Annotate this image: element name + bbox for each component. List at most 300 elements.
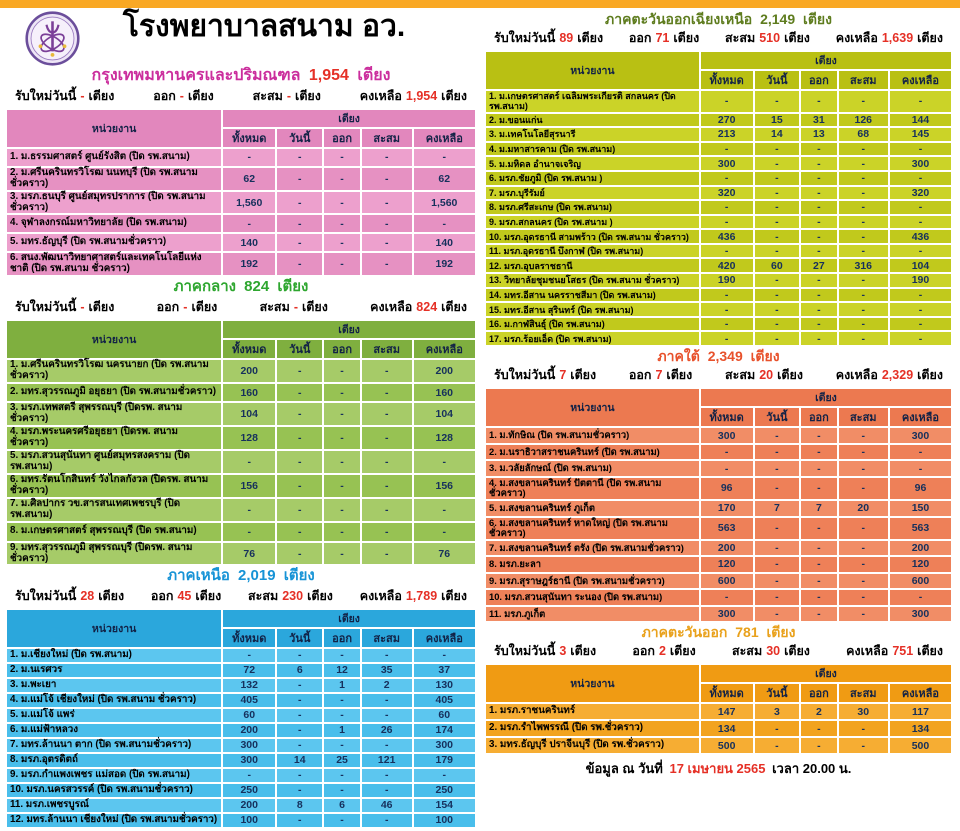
stat-out: ออก - เตียง <box>153 88 214 103</box>
bed-value-cell: - <box>323 708 361 723</box>
bed-value-cell: - <box>222 768 276 783</box>
bed-value-cell: 563 <box>889 517 952 540</box>
bed-value-cell: - <box>413 648 476 663</box>
table-header <box>485 388 952 427</box>
section-total-beds: 1,954 <box>308 67 349 84</box>
bed-value-cell: - <box>800 477 837 500</box>
left-column <box>0 8 480 831</box>
page-title: โรงพยาบาลสนาม อว. <box>122 10 406 43</box>
bed-value-cell: - <box>700 589 754 606</box>
unit-name-cell: 1. ม.ทักษิณ (ปิด รพ.สนามชั่วคราว) <box>485 427 700 444</box>
bed-value-cell: - <box>413 768 476 783</box>
unit-name-cell: 7. ม.ศิลปากร วข.สารสนเทศเพชรบุรี (ปิด รพ.สนาม) <box>6 498 222 522</box>
bed-value-cell: - <box>838 215 889 230</box>
bed-value-cell: - <box>754 427 801 444</box>
unit-name-cell: 3. ม.พะเยา <box>6 678 222 693</box>
stat-remain: คงเหลือ 1,639 เตียง <box>835 31 943 46</box>
bed-value-cell: - <box>361 708 413 723</box>
bed-value-cell: - <box>838 540 889 557</box>
table-row <box>6 648 476 663</box>
bed-value-cell: 300 <box>700 606 754 623</box>
bed-value-cell: - <box>838 142 889 157</box>
bed-value-cell: 150 <box>889 500 952 517</box>
bed-value-cell: - <box>276 693 323 708</box>
bed-value-cell: - <box>276 214 323 233</box>
bed-value-cell: 6 <box>276 663 323 678</box>
bed-value-cell: 1 <box>323 723 361 738</box>
bed-value-cell: - <box>754 477 801 500</box>
table-row <box>485 258 952 273</box>
table-row <box>6 252 476 276</box>
table-row <box>485 215 952 230</box>
table-row <box>485 288 952 303</box>
bed-value-cell: 46 <box>361 798 413 813</box>
stat-remain: คงเหลือ 824 เตียง <box>370 299 467 314</box>
unit-column-header: หน่วยงาน <box>485 51 700 90</box>
table-row <box>485 444 952 461</box>
bed-value-cell: - <box>800 460 837 477</box>
table-row <box>6 723 476 738</box>
stat-new: รับใหม่วันนี้ - เตียง <box>15 88 115 103</box>
table-row <box>6 498 476 522</box>
bed-value-cell: - <box>754 517 801 540</box>
stat-remain: คงเหลือ 2,329 เตียง <box>835 368 943 383</box>
stats-line-south <box>484 365 953 385</box>
col-remain: คงเหลือ <box>889 407 952 427</box>
unit-name-cell: 13. วิทยาลัยชุมชนยโสธร (ปิด รพ.สนาม ชั่วคราว) <box>485 273 700 288</box>
bed-value-cell: 1,560 <box>222 191 276 215</box>
bed-value-cell: 27 <box>800 258 837 273</box>
stat-remain: คงเหลือ 1,954 เตียง <box>359 88 467 103</box>
unit-name-cell: 1. มรภ.ราชนครินทร์ <box>485 703 700 720</box>
bed-value-cell: 37 <box>413 663 476 678</box>
footer-prefix: ข้อมูล ณ วันที่ <box>585 761 663 777</box>
bangkok-table <box>5 108 477 278</box>
bed-value-cell: - <box>700 215 754 230</box>
bed-value-cell: - <box>361 693 413 708</box>
table-row <box>485 127 952 142</box>
table-row <box>485 589 952 606</box>
unit-name-cell: 1. ม.ธรรมศาสตร์ ศูนย์รังสิต (ปิด รพ.สนาม) <box>6 148 222 167</box>
stat-new: รับใหม่วันนี้ 28 เตียง <box>15 588 125 603</box>
stat-out: ออก 7 เตียง <box>628 368 693 383</box>
bed-value-cell: - <box>276 738 323 753</box>
bed-value-cell: - <box>838 427 889 444</box>
bed-value-cell: - <box>222 522 276 542</box>
bed-value-cell: - <box>700 142 754 157</box>
bed-value-cell: - <box>800 288 837 303</box>
bed-value-cell: - <box>800 517 837 540</box>
bed-value-cell: 12 <box>323 663 361 678</box>
bed-value-cell: - <box>889 460 952 477</box>
table-row <box>485 113 952 128</box>
stats-line-east <box>484 641 953 661</box>
bed-value-cell: 68 <box>838 127 889 142</box>
beds-group-header: เตียง <box>222 109 476 128</box>
bed-value-cell: - <box>889 200 952 215</box>
stat-cum: สะสม 20 เตียง <box>725 368 803 383</box>
table-row <box>6 233 476 252</box>
bed-value-cell: 250 <box>222 783 276 798</box>
bed-value-cell: 200 <box>413 359 476 383</box>
table-row <box>485 171 952 186</box>
bed-value-cell: 200 <box>222 359 276 383</box>
bed-value-cell: 2 <box>361 678 413 693</box>
bed-value-cell: 128 <box>413 426 476 450</box>
section-title-text: ภาคเหนือ <box>167 567 230 585</box>
unit-name-cell: 10. มรภ.สวนสุนันทา ระนอง (ปิด รพ.สนาม) <box>485 589 700 606</box>
unit-name-cell: 5. ม.มหิดล อำนาจเจริญ <box>485 156 700 171</box>
stat-cum: สะสม 30 เตียง <box>731 644 810 659</box>
south-table <box>484 387 953 623</box>
bed-value-cell: - <box>222 450 276 474</box>
col-remain: คงเหลือ <box>889 70 952 90</box>
table-row <box>485 186 952 201</box>
bed-value-cell: - <box>276 678 323 693</box>
footer-time-label: เวลา <box>772 761 800 777</box>
bed-value-cell: - <box>800 540 837 557</box>
unit-name-cell: 6. มทร.รัตนโกสินทร์ วังไกลกังวล (ปิดรพ. สนาม ชั่วคราว) <box>6 474 222 498</box>
col-cum: สะสม <box>838 70 889 90</box>
bed-value-cell: - <box>361 426 413 450</box>
bed-value-cell: 100 <box>413 813 476 828</box>
unit-name-cell: 3. ม.วลัยลักษณ์ (ปิด รพ.สนาม) <box>485 460 700 477</box>
bed-value-cell: 300 <box>700 156 754 171</box>
stat-out: ออก - เตียง <box>156 299 218 314</box>
bed-value-cell: - <box>276 383 323 403</box>
bed-value-cell: - <box>361 167 413 191</box>
bed-value-cell: 126 <box>838 113 889 128</box>
stat-cum: สะสม 510 เตียง <box>725 31 810 46</box>
unit-name-cell: 8. ม.เกษตรศาสตร์ สุพรรณบุรี (ปิด รพ.สนาม) <box>6 522 222 542</box>
bed-value-cell: - <box>889 589 952 606</box>
section-title-bangkok <box>5 67 477 85</box>
bed-value-cell: - <box>889 444 952 461</box>
bed-value-cell: - <box>323 402 361 426</box>
table-row <box>6 167 476 191</box>
bed-value-cell: - <box>800 589 837 606</box>
bed-value-cell: 6 <box>323 798 361 813</box>
unit-name-cell: 1. ม.เกษตรศาสตร์ เฉลิมพระเกียรติ สกลนคร (ปิด รพ.สนาม) <box>485 90 700 112</box>
table-row <box>6 522 476 542</box>
unit-name-cell: 3. ม.เทคโนโลยีสุรนารี <box>485 127 700 142</box>
unit-name-cell: 6. สนง.พัฒนาวิทยาศาสตร์และเทคโนโลยีแห่งชาติ (ปิด รพ.สนาม ชั่วคราว) <box>6 252 222 276</box>
col-today: วันนี้ <box>276 128 323 148</box>
table-row <box>485 427 952 444</box>
bed-value-cell: - <box>323 542 361 566</box>
bed-value-cell: - <box>838 200 889 215</box>
bed-value-cell: 130 <box>413 678 476 693</box>
beds-group-header: เตียง <box>222 609 476 628</box>
unit-name-cell: 12. มทร.ล้านนา เชียงใหม่ (ปิด รพ.สนามชั่วคราว) <box>6 813 222 828</box>
bed-value-cell: - <box>361 233 413 252</box>
bed-value-cell: - <box>276 723 323 738</box>
bed-value-cell: - <box>889 171 952 186</box>
unit-name-cell: 11. มรภ.อุดรธานี บึงกาฬ (ปิด รพ.สนาม) <box>485 244 700 259</box>
section-total-beds: 2,019 <box>238 567 276 585</box>
bed-value-cell: 96 <box>700 477 754 500</box>
bed-value-cell: - <box>800 720 837 737</box>
stat-new: รับใหม่วันนี้ - เตียง <box>15 299 115 314</box>
bed-value-cell: - <box>700 90 754 112</box>
beds-group-header: เตียง <box>222 320 476 339</box>
bed-value-cell: - <box>800 90 837 112</box>
bed-value-cell: - <box>838 186 889 201</box>
bed-value-cell: 600 <box>889 573 952 590</box>
section-total-beds: 2,149 <box>760 11 796 27</box>
stat-remain: คงเหลือ 751 เตียง <box>846 644 943 659</box>
bed-value-cell: - <box>222 498 276 522</box>
bed-value-cell: - <box>754 244 801 259</box>
bed-value-cell: 200 <box>700 540 754 557</box>
bed-value-cell: - <box>754 288 801 303</box>
unit-name-cell: 10. มรภ.อุดรธานี สามพร้าว (ปิด รพ.สนาม ชั่วคราว) <box>485 229 700 244</box>
stat-cum: สะสม - เตียง <box>259 299 328 314</box>
bed-value-cell: - <box>800 427 837 444</box>
beds-group-header: เตียง <box>700 388 952 407</box>
bed-value-cell: - <box>323 426 361 450</box>
bed-value-cell: 320 <box>889 186 952 201</box>
col-out: ออก <box>800 683 837 703</box>
table-row <box>485 317 952 332</box>
unit-name-cell: 16. ม.กาฬสินธุ์ (ปิด รพ.สนาม) <box>485 317 700 332</box>
bed-value-cell: - <box>889 288 952 303</box>
bed-value-cell: 179 <box>413 753 476 768</box>
section-title-text: กรุงเทพมหานครและปริมณฑล <box>91 67 301 84</box>
bed-value-cell: 13 <box>800 127 837 142</box>
bed-value-cell: - <box>361 648 413 663</box>
unit-name-cell: 2. มรภ.รำไพพรรณี (ปิด รพ.ชั่วคราว) <box>485 720 700 737</box>
stats-line-northeast <box>484 28 953 48</box>
section-title-south <box>484 349 953 364</box>
unit-name-cell: 11. มรภ.ภูเก็ต <box>485 606 700 623</box>
bed-value-cell: - <box>276 359 323 383</box>
bed-value-cell: 76 <box>413 542 476 566</box>
bed-value-cell: 300 <box>222 738 276 753</box>
section-title-east <box>484 625 953 640</box>
unit-name-cell: 10. มรภ.นครสวรรค์ (ปิด รพ.สนามชั่วคราว) <box>6 783 222 798</box>
table-row <box>6 474 476 498</box>
col-total: ทั้งหมด <box>222 128 276 148</box>
bed-value-cell: - <box>361 768 413 783</box>
section-title-text: ภาคกลาง <box>173 278 236 296</box>
col-total: ทั้งหมด <box>222 339 276 359</box>
bed-value-cell: - <box>361 359 413 383</box>
bed-value-cell: 156 <box>413 474 476 498</box>
section-south <box>484 349 953 623</box>
bed-value-cell: 3 <box>754 703 801 720</box>
table-row <box>485 156 952 171</box>
table-header <box>6 109 476 148</box>
table-row <box>6 753 476 768</box>
bed-value-cell: - <box>276 783 323 798</box>
table-header <box>6 609 476 648</box>
bed-value-cell: - <box>754 229 801 244</box>
table-row <box>485 540 952 557</box>
bed-value-cell: - <box>361 783 413 798</box>
unit-name-cell: 9. มรภ.กำแพงเพชร แม่สอด (ปิด รพ.สนาม) <box>6 768 222 783</box>
bed-value-cell: - <box>754 317 801 332</box>
bed-value-cell: - <box>838 90 889 112</box>
unit-name-cell: 2. ม.นราธิวาสราชนครินทร์ (ปิด รพ.สนาม) <box>485 444 700 461</box>
unit-column-header: หน่วยงาน <box>485 664 700 703</box>
bed-value-cell: - <box>800 171 837 186</box>
section-central <box>5 279 477 566</box>
bed-value-cell: 316 <box>838 258 889 273</box>
section-total-beds: 781 <box>735 624 759 641</box>
bed-value-cell: 300 <box>889 606 952 623</box>
stat-new: รับใหม่วันนี้ 7 เตียง <box>494 368 597 383</box>
section-north <box>5 568 477 829</box>
bed-value-cell: 600 <box>700 573 754 590</box>
bed-value-cell: - <box>754 556 801 573</box>
beds-group-header: เตียง <box>700 51 952 70</box>
bed-value-cell: 154 <box>413 798 476 813</box>
unit-name-cell: 14. มทร.อีสาน นครราชสีมา (ปิด รพ.สนาม) <box>485 288 700 303</box>
bed-value-cell: - <box>800 573 837 590</box>
bed-value-cell: - <box>700 200 754 215</box>
bed-value-cell: 100 <box>222 813 276 828</box>
bed-value-cell: - <box>838 589 889 606</box>
stat-new: รับใหม่วันนี้ 3 เตียง <box>494 644 597 659</box>
unit-name-cell: 4. ม.แม่โจ้ เชียงใหม่ (ปิด รพ.สนาม ชั่วคราว) <box>6 693 222 708</box>
bed-value-cell: - <box>754 171 801 186</box>
col-total: ทั้งหมด <box>700 70 754 90</box>
unit-name-cell: 1. ม.ศรีนครินทรวิโรฒ นครนายก (ปิด รพ.สนามชั่วคราว) <box>6 359 222 383</box>
stat-out: ออก 45 เตียง <box>150 588 222 603</box>
bed-value-cell: - <box>323 383 361 403</box>
unit-name-cell: 9. มรภ.สกลนคร (ปิด รพ.สนาม ) <box>485 215 700 230</box>
bed-value-cell: - <box>361 402 413 426</box>
stats-line-bangkok <box>5 86 477 106</box>
bed-value-cell: 134 <box>700 720 754 737</box>
bed-value-cell: - <box>222 214 276 233</box>
section-bangkok <box>5 67 477 277</box>
table-row <box>485 229 952 244</box>
table-row <box>6 693 476 708</box>
bed-value-cell: - <box>838 444 889 461</box>
beds-group-header: เตียง <box>700 664 952 683</box>
table-row <box>485 500 952 517</box>
table-row <box>485 606 952 623</box>
unit-name-cell: 2. มทร.สุวรรณภูมิ อยุธยา (ปิด รพ.สนามชั่วคราว) <box>6 383 222 403</box>
unit-column-header: หน่วยงาน <box>6 609 222 648</box>
bed-value-cell: 200 <box>222 723 276 738</box>
bed-value-cell: - <box>323 498 361 522</box>
table-row <box>6 768 476 783</box>
section-title-northeast <box>484 12 953 27</box>
bed-value-cell: 104 <box>889 258 952 273</box>
unit-name-cell: 8. มรภ.ยะลา <box>485 556 700 573</box>
bed-value-cell: - <box>800 606 837 623</box>
bed-value-cell: - <box>700 302 754 317</box>
bed-value-cell: - <box>276 233 323 252</box>
stat-cum: สะสม - เตียง <box>252 88 321 103</box>
north-table <box>5 608 477 829</box>
bed-value-cell: 192 <box>222 252 276 276</box>
bed-value-cell: - <box>700 244 754 259</box>
bed-value-cell: - <box>754 186 801 201</box>
northeast-table <box>484 50 953 347</box>
page-header <box>5 10 477 66</box>
bed-value-cell: - <box>838 517 889 540</box>
bed-value-cell: 140 <box>413 233 476 252</box>
table-row <box>6 678 476 693</box>
bed-value-cell: 190 <box>700 273 754 288</box>
col-out: ออก <box>800 70 837 90</box>
bed-value-cell: 200 <box>889 540 952 557</box>
table-row <box>485 573 952 590</box>
bed-value-cell: - <box>754 540 801 557</box>
bed-value-cell: - <box>838 720 889 737</box>
bed-unit-label: เตียง <box>803 11 832 27</box>
table-row <box>6 663 476 678</box>
bed-value-cell: - <box>276 426 323 450</box>
bed-value-cell: - <box>800 244 837 259</box>
col-remain: คงเหลือ <box>413 628 476 648</box>
section-total-beds: 824 <box>244 278 270 296</box>
bed-value-cell: 145 <box>889 127 952 142</box>
east-table <box>484 663 953 755</box>
bed-value-cell: 25 <box>323 753 361 768</box>
unit-name-cell: 5. ม.สงขลานครินทร์ ภูเก็ต <box>485 500 700 517</box>
table-row <box>485 703 952 720</box>
unit-name-cell: 6. มรภ.ชัยภูมิ (ปิด รพ.สนาม ) <box>485 171 700 186</box>
table-row <box>485 556 952 573</box>
bed-value-cell: - <box>700 317 754 332</box>
bed-value-cell: - <box>361 498 413 522</box>
section-title-text: ภาคใต้ <box>657 348 700 365</box>
bed-value-cell: 156 <box>222 474 276 498</box>
bed-value-cell: 270 <box>700 113 754 128</box>
bed-value-cell: 420 <box>700 258 754 273</box>
table-row <box>6 813 476 828</box>
bed-value-cell: - <box>323 813 361 828</box>
col-total: ทั้งหมด <box>700 407 754 427</box>
bed-value-cell: 121 <box>361 753 413 768</box>
bed-value-cell: - <box>889 244 952 259</box>
bed-value-cell: - <box>276 708 323 723</box>
bed-value-cell: 26 <box>361 723 413 738</box>
col-cum: สะสม <box>838 407 889 427</box>
bed-value-cell: - <box>838 317 889 332</box>
bed-value-cell: - <box>361 191 413 215</box>
stats-line-north <box>5 586 477 606</box>
bed-value-cell: - <box>413 450 476 474</box>
bed-value-cell: - <box>800 556 837 573</box>
unit-name-cell: 8. มรภ.อุตรดิตถ์ <box>6 753 222 768</box>
unit-name-cell: 15. มทร.อีสาน สุรินทร์ (ปิด รพ.สนาม) <box>485 302 700 317</box>
bed-value-cell: - <box>361 252 413 276</box>
bed-value-cell: 250 <box>413 783 476 798</box>
col-cum: สะสม <box>361 128 413 148</box>
bed-value-cell: 35 <box>361 663 413 678</box>
bed-value-cell: - <box>700 171 754 186</box>
bed-value-cell: 300 <box>222 753 276 768</box>
bed-value-cell: - <box>323 522 361 542</box>
bed-value-cell: 300 <box>413 738 476 753</box>
unit-name-cell: 4. จุฬาลงกรณ์มหาวิทยาลัย (ปิด รพ.สนาม) <box>6 214 222 233</box>
bed-value-cell: - <box>754 215 801 230</box>
unit-name-cell: 4. ม.สงขลานครินทร์ ปัตตานี (ปิด รพ.สนามชั่วคราว) <box>485 477 700 500</box>
unit-name-cell: 1. ม.เชียงใหม่ (ปิด รพ.สนาม) <box>6 648 222 663</box>
bed-value-cell: - <box>276 813 323 828</box>
table-row <box>6 383 476 403</box>
bed-value-cell: 213 <box>700 127 754 142</box>
bed-value-cell: - <box>889 90 952 112</box>
bed-value-cell: - <box>413 214 476 233</box>
table-row <box>6 798 476 813</box>
